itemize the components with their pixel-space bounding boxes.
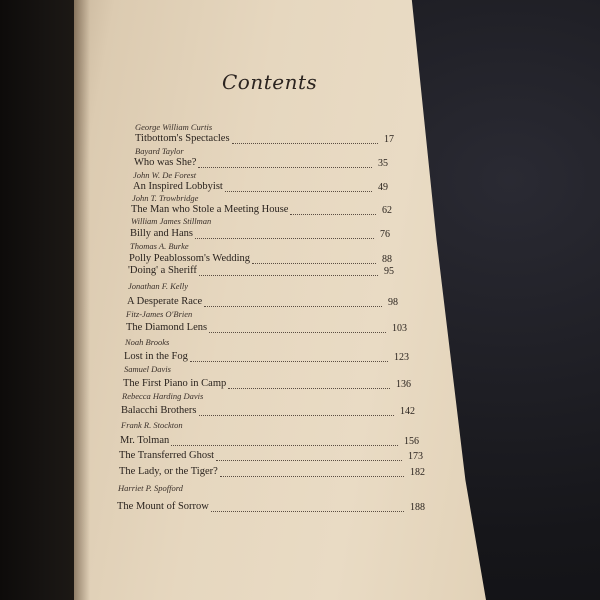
dot-leader — [220, 476, 404, 477]
dot-leader — [232, 143, 378, 144]
story-title: An Inspired Lobbyist — [133, 181, 223, 192]
story-title: The Diamond Lens — [126, 322, 208, 333]
dot-leader — [171, 445, 398, 446]
page-number: 49 — [378, 182, 388, 193]
author-name: John W. De Forest — [133, 170, 197, 180]
page-number: 103 — [392, 323, 407, 334]
dot-leader — [198, 167, 372, 168]
story-title: The Mount of Sorrow — [117, 501, 209, 512]
author-name: Fitz-James O'Brien — [126, 309, 193, 319]
author-name: Jonathan F. Kelly — [128, 281, 189, 291]
dot-leader — [209, 332, 386, 333]
page-number: 88 — [382, 254, 392, 265]
author-name: Noah Brooks — [125, 337, 170, 347]
story-title: Billy and Hans — [130, 228, 193, 239]
dot-leader — [216, 460, 402, 461]
dot-leader — [228, 388, 390, 389]
author-name: Rebecca Harding Davis — [122, 391, 204, 401]
story-title: A Desperate Race — [127, 296, 203, 307]
story-title: The First Piano in Camp — [123, 378, 227, 389]
page-number: 62 — [382, 205, 392, 216]
author-name: Thomas A. Burke — [130, 241, 189, 251]
story-title: Titbottom's Spectacles — [135, 133, 230, 144]
story-title: The Man who Stole a Meeting House — [131, 204, 289, 215]
author-name: George William Curtis — [135, 122, 213, 132]
page-number: 142 — [400, 406, 415, 417]
dot-leader — [211, 511, 404, 512]
page-title: Contents — [222, 70, 318, 94]
page-number: 173 — [408, 451, 423, 462]
dot-leader — [225, 191, 372, 192]
page-number: 136 — [396, 379, 411, 390]
dot-leader — [199, 275, 378, 276]
page-number: 76 — [380, 229, 390, 240]
dot-leader — [190, 361, 388, 362]
dot-leader — [204, 306, 382, 307]
page-number: 182 — [410, 467, 425, 478]
page-number: 35 — [378, 158, 388, 169]
author-name: John T. Trowbridge — [132, 193, 199, 203]
story-title: Polly Peablossom's Wedding — [129, 253, 251, 264]
author-name: Harriet P. Spofford — [118, 483, 183, 493]
dot-leader — [195, 238, 374, 239]
page-number: 98 — [388, 297, 398, 308]
author-name: Frank R. Stockton — [121, 420, 183, 430]
author-name: Bayard Taylor — [135, 146, 184, 156]
story-title: The Lady, or the Tiger? — [119, 466, 218, 477]
page-number: 95 — [384, 266, 394, 277]
story-title: Lost in the Fog — [124, 351, 188, 362]
story-title: 'Doing' a Sheriff — [128, 265, 197, 276]
dot-leader — [252, 263, 376, 264]
author-name: William James Stillman — [131, 216, 212, 226]
story-title: Mr. Tolman — [120, 435, 170, 446]
dot-leader — [199, 415, 394, 416]
dot-leader — [290, 214, 376, 215]
page-number: 17 — [384, 134, 394, 145]
page-number: 188 — [410, 502, 425, 513]
author-name: Samuel Davis — [124, 364, 171, 374]
story-title: The Transferred Ghost — [119, 450, 215, 461]
story-title: Who was She? — [134, 157, 197, 168]
page-number: 123 — [394, 352, 409, 363]
story-title: Balacchi Brothers — [121, 405, 197, 416]
page-number: 156 — [404, 436, 419, 447]
